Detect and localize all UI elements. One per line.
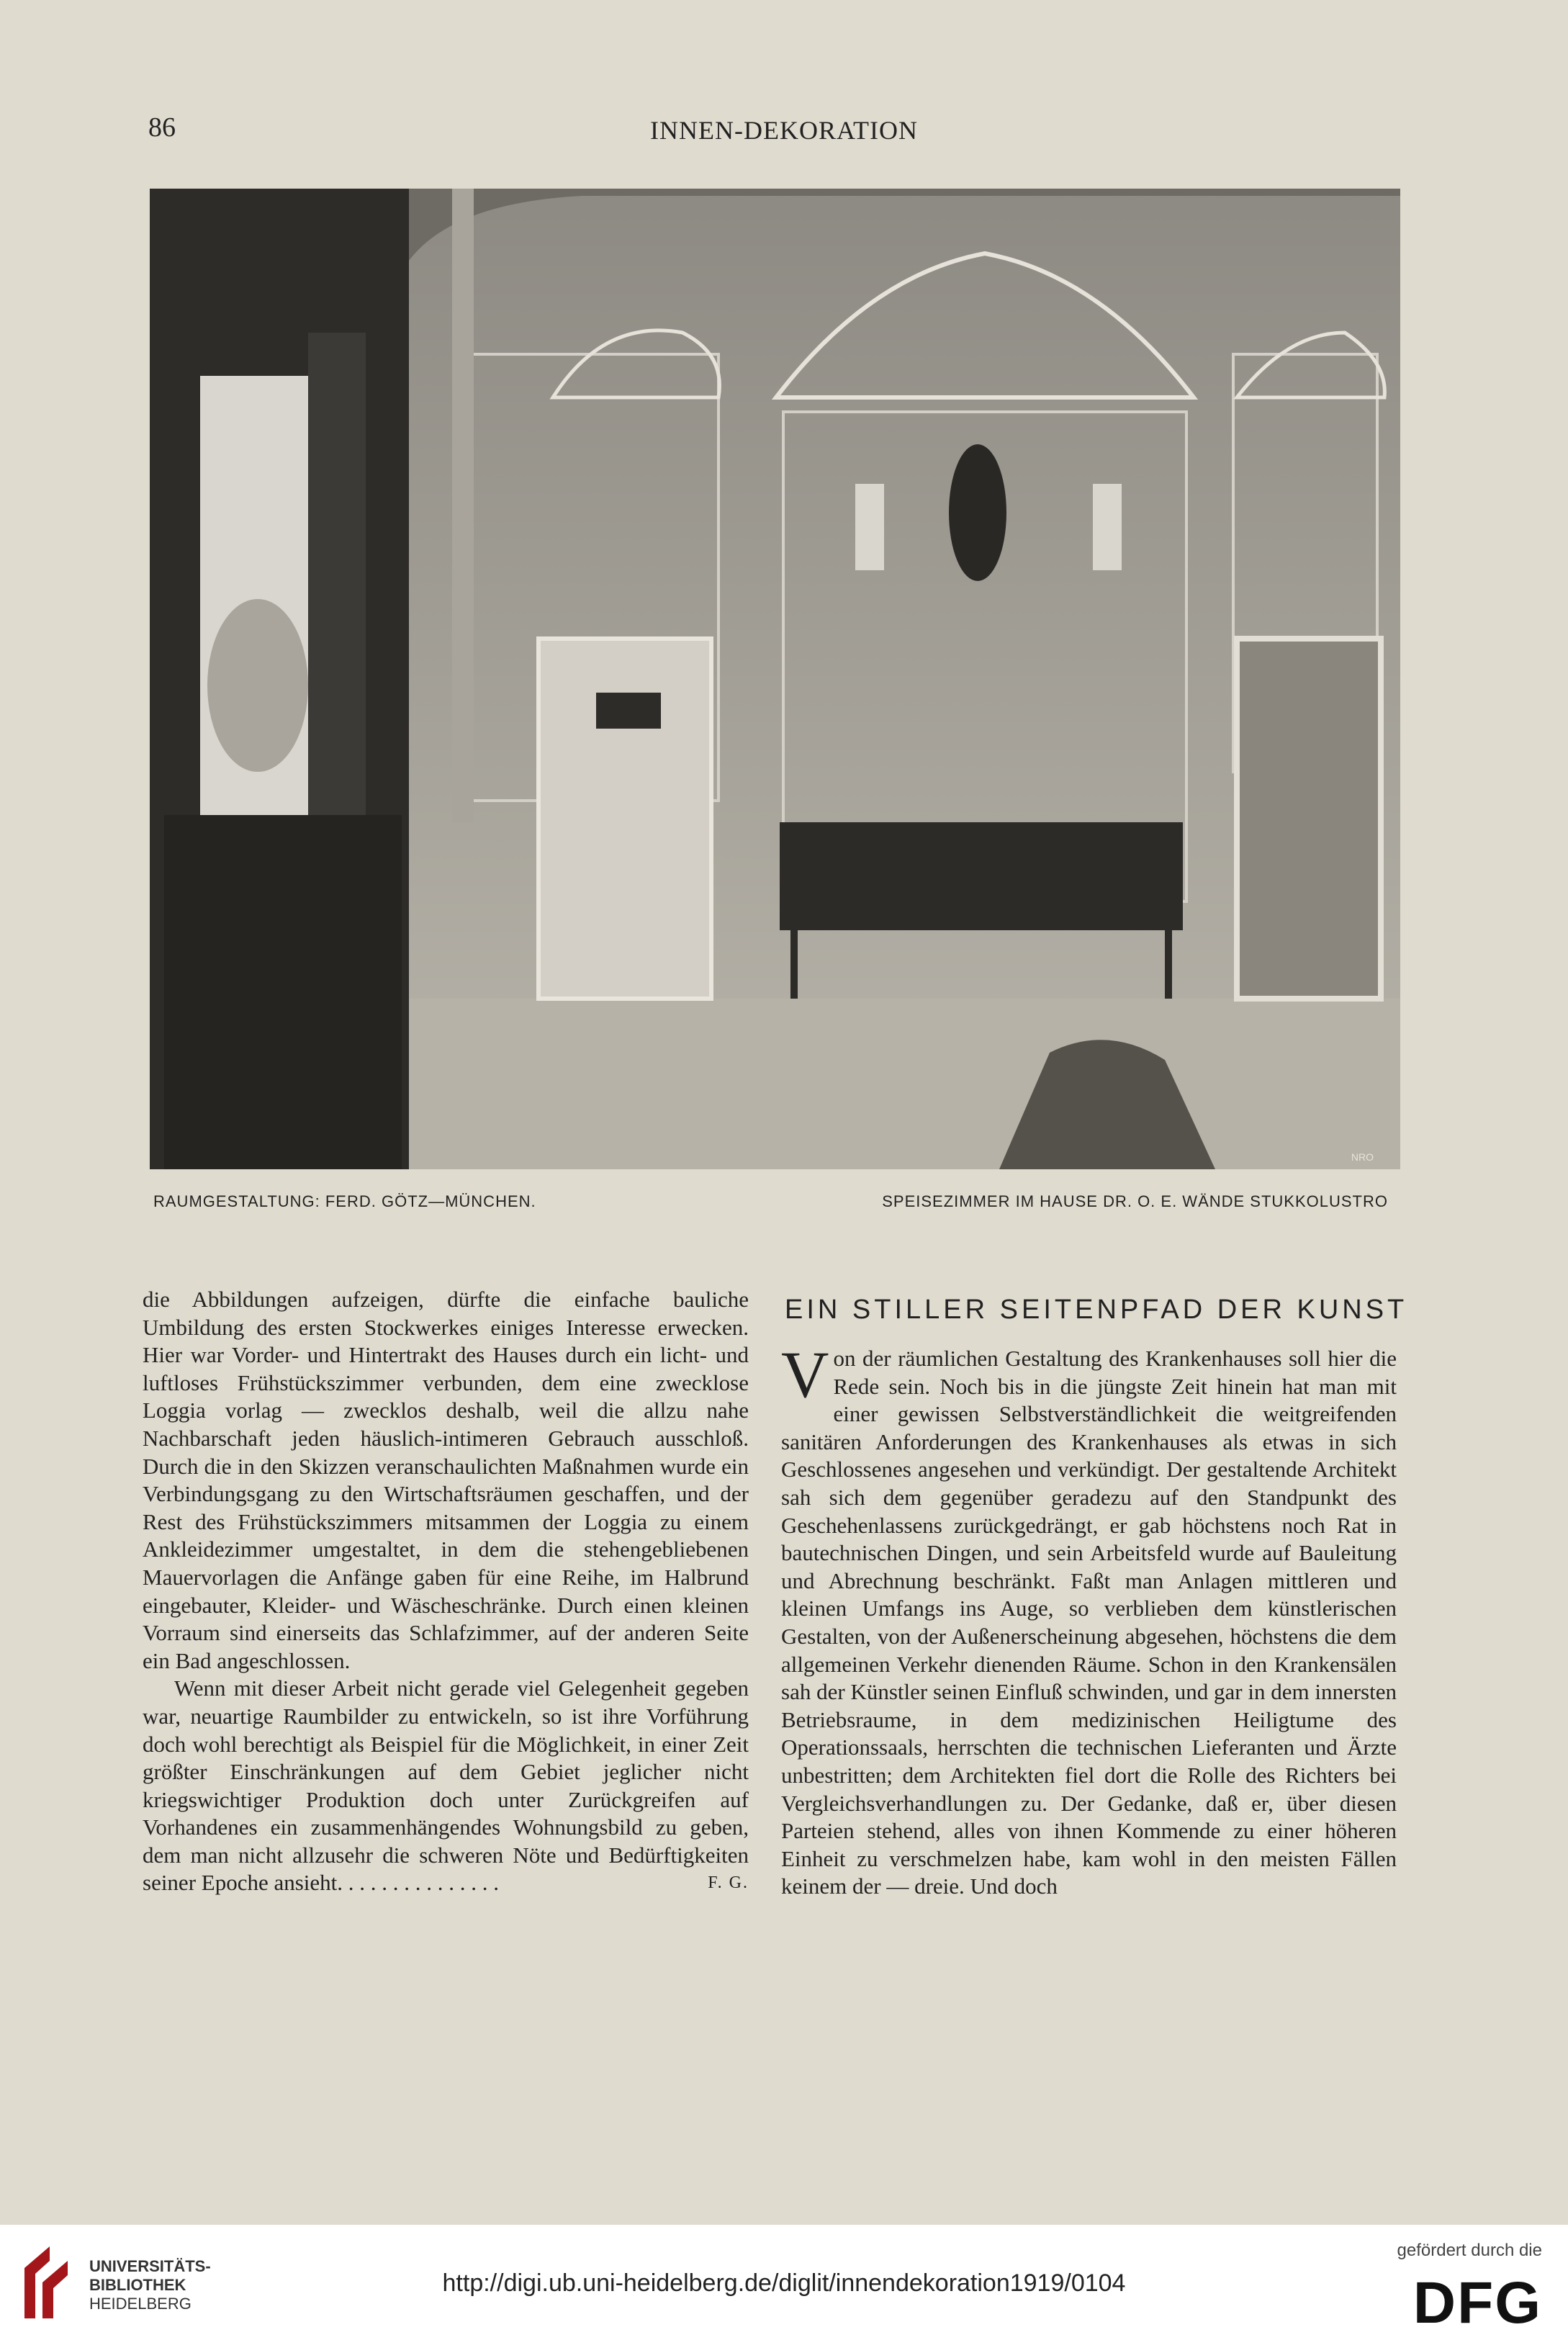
cabinet (164, 815, 402, 1169)
paragraph-text: on der räumlichen Gestaltung des Krankenhauses soll hier die Rede sein. Noch bis in die jüngste Zeit hinein hat man mit einer gewissen Selbstverständlichkeit die weitgreifenden sanitären Anforderungen des Krankenhauses als etwas in sich Geschlossenes angesehen und verkündigt. Der gestaltende Architekt sah sich dem gegenüber geradezu auf den Standpunkt des Geschehenlassens zurückgedrängt, er gab höchstens noch Rat in bautechnischen Dingen, und sein Arbeitsfeld wurde auf Bauleitung und Abrechnung beschränkt. Faßt man Anlagen mittleren und kleinen Umfangs ins Auge, so verblieben dem künstlerischen Gestalten, von der Außenerscheinung abgesehen, höchstens die dem allgemeinen Verkehr dienenden Räume. Schon in den Krankensälen sah der Künstler seinen Einfluß schwinden, und gar in dem innersten Betriebsraume, in dem medizinischen Heiligtume des Operationssaals, herrschten die technischen Lieferanten und Ärzte unbestritten; dem Architekten fiel dort die Rolle des Richters bei Vergleichsverhandlungen zu. Der Gedanke, daß er, über diesen Parteien stehend, alles von ihnen Kommende zu einer höheren Einheit zu verschmelzen habe, kam wohl in den meisten Fällen keinem der — dreie. Und doch (781, 1346, 1397, 1899)
figure-credit: RAUMGESTALTUNG: FERD. GÖTZ—MÜNCHEN. (153, 1192, 536, 1210)
article-title: EIN STILLER SEITENPFAD DER KUNST (785, 1295, 1408, 1325)
page-number: 86 (148, 112, 176, 143)
running-title: INNEN-DEKORATION (650, 116, 918, 145)
interior-photograph (150, 189, 1400, 1169)
left-column (143, 1286, 749, 1897)
wall-sconce (1093, 484, 1122, 570)
urn (207, 599, 308, 772)
sideboard (780, 822, 1183, 930)
right-column (781, 1338, 1397, 1901)
library-name: UNIVERSITÄTS- BIBLIOTHEK HEIDELBERG (89, 2257, 211, 2313)
paragraph (143, 1675, 749, 1897)
pilaster (452, 189, 474, 822)
digitization-footer (0, 2225, 1568, 2340)
funder-label: gefördert durch die (1397, 2241, 1542, 2260)
wall-clock (949, 444, 1006, 581)
dfg-logo: DFG (1412, 2270, 1542, 2336)
paragraph-text: Wenn mit dieser Arbeit nicht gerade viel Gelegenheit gegeben war, neuartige Raumbilder zu entwickeln, so ist ihre Vorführung doch wohl berechtigt als Beispiel für die Möglichkeit, in einer Zeit größter Einschränkungen auf dem Gebiet jeglicher nicht kriegswichtiger Produktion doch unter Zurückgreifen auf Vorhandenes ein zusammenhängendes Wohnungsbild zu geben, dem man nicht allzusehr die schweren Nöte und Bedürftigkeiten seiner Epoche ansieht. . . . . . . . . . . . . . . (143, 1675, 749, 1896)
paragraph: die Abbildungen aufzeigen, dürfte die einfache bauliche Umbildung des ersten Stockwerkes einiges Interesse erwecken. Hier war Vorder- und Hintertrakt des Hauses durch ein licht- und luftloses Frühstückszimmer verbunden, dem eine zwecklose Loggia vorlag — zwecklos deshalb, weil die allzu nahe Nachbarschaft jeden häuslich-intimeren Gebrauch ausschloß. Durch die in den Skizzen veranschaulichten Maßnahmen wurde ein Verbindungsgang zu den Wirtschaftsräumen geschaffen, und der Rest des Frühstückszimmers mitsammen der Loggia zu einem Ankleidezimmer umgestaltet, in dem die stehengebliebenen Mauervorlagen die Anfänge gaben für eine Reihe, im Halbrund eingebauter, Kleider- und Wäscheschränke. Durch einen kleinen Vorraum sind einerseits das Schlafzimmer, auf der anderen Seite ein Bad angeschlossen. (143, 1287, 749, 1673)
vitrine (1237, 639, 1381, 999)
dining-room-illustration (150, 189, 1400, 1169)
wall-sconce (855, 484, 884, 570)
drop-cap: V (781, 1338, 829, 1411)
permalink[interactable]: http://digi.ub.uni-heidelberg.de/diglit/innendekoration1919/0104 (442, 2269, 1126, 2297)
paragraph (781, 1338, 1397, 1901)
photo-monogram: NRO (1351, 1151, 1374, 1163)
author-initials: F. G. (708, 1873, 749, 1893)
figure-caption: SPEISEZIMMER IM HAUSE DR. O. E. WÄNDE STUKKOLUSTRO (882, 1192, 1388, 1210)
